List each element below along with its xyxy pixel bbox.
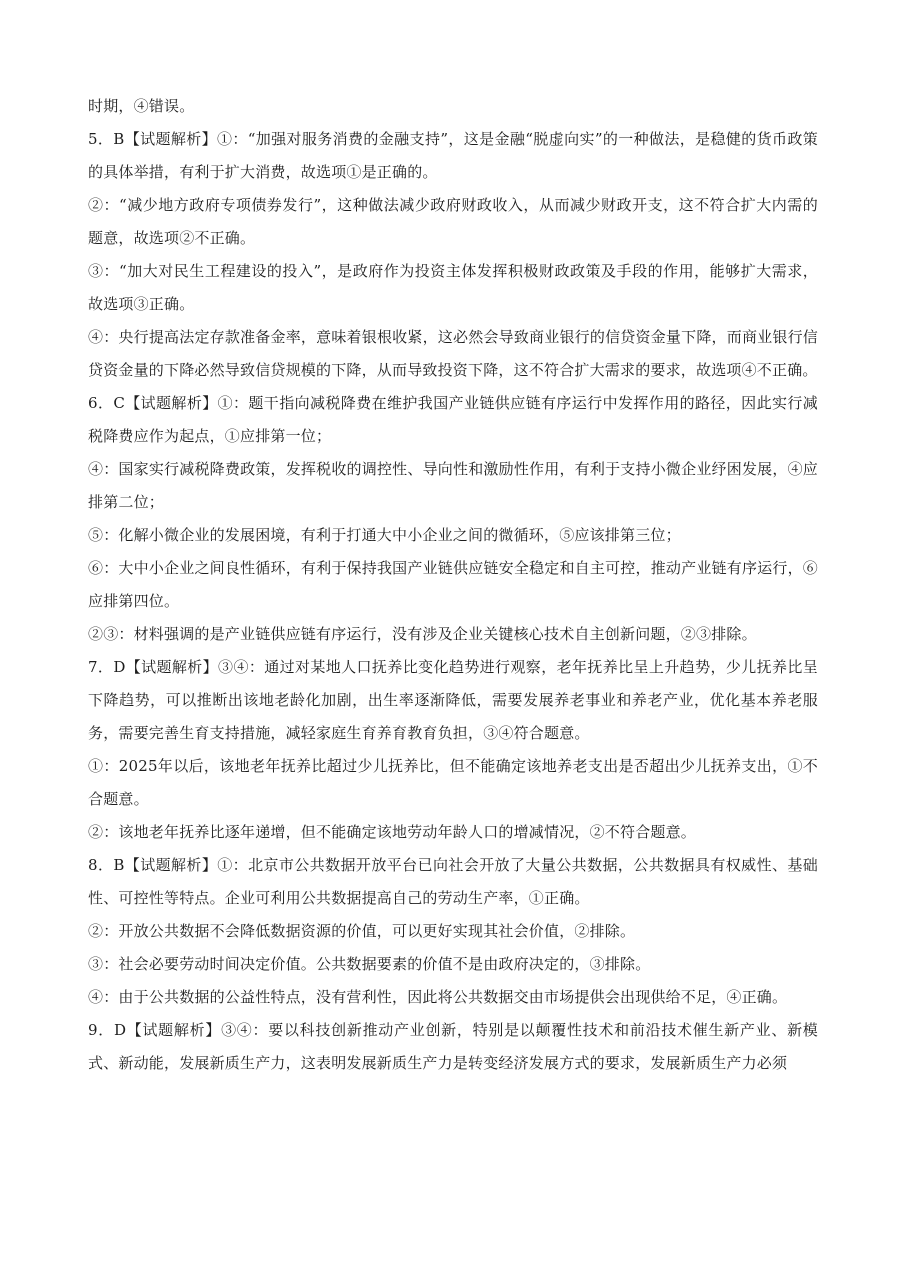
question-8-explanation: 8．B【试题解析】①：北京市公共数据开放平台已向社会开放了大量公共数据，公共数据具有权威性、基础性、可控性等特点。企业可利用公共数据提高自己的劳动生产率，①正确。 (88, 856, 818, 907)
text-paragraph: ⑥：大中小企业之间良性循环，有利于保持我国产业链供应链安全稳定和自主可控，推动产业链有序运行，⑥应排第四位。 (88, 559, 818, 610)
text-paragraph: ⑤：化解小微企业的发展困境，有利于打通大中小企业之间的微循环，⑤应该排第三位； (88, 526, 681, 544)
text-paragraph: 时期，④错误。 (88, 97, 195, 115)
text-paragraph: ①：2025年以后，该地老年抚养比超过少儿抚养比，但不能确定该地养老支出是否超出少儿抚养支出，①不合题意。 (88, 757, 818, 808)
text-paragraph: ②③：材料强调的是产业链供应链有序运行，没有涉及企业关键核心技术自主创新问题，②③排除。 (88, 625, 757, 643)
question-5-explanation: 5．B【试题解析】①：“加强对服务消费的金融支持”，这是金融“脱虚向实”的一种做法，是稳健的货币政策的具体举措，有利于扩大消费，故选项①是正确的。 (88, 130, 818, 181)
question-9-explanation: 9．D【试题解析】③④：要以科技创新推动产业创新，特别是以颠覆性技术和前沿技术催生新产业、新模式、新动能，发展新质生产力，这表明发展新质生产力是转变经济发展方式的要求，发展新质生产力必须 (88, 1021, 818, 1072)
question-7-explanation: 7．D【试题解析】③④：通过对某地人口抚养比变化趋势进行观察，老年抚养比呈上升趋势，少儿抚养比呈下降趋势，可以推断出该地老龄化加剧，出生率逐渐降低，需要发展养老事业和养老产业，优化基本养老服务，需要完善生育支持措施，减轻家庭生育养育教育负担，③④符合题意。 (88, 658, 818, 742)
text-paragraph: ②：开放公共数据不会降低数据资源的价值，可以更好实现其社会价值，②排除。 (88, 922, 636, 940)
text-paragraph: ③：“加大对民生工程建设的投入”，是政府作为投资主体发挥积极财政政策及手段的作用，能够扩大需求，故选项③正确。 (88, 262, 818, 313)
text-paragraph: ③：社会必要劳动时间决定价值。公共数据要素的价值不是由政府决定的，③排除。 (88, 955, 651, 973)
text-paragraph: ④：由于公共数据的公益性特点，没有营利性，因此将公共数据交由市场提供会出现供给不足，④正确。 (88, 988, 788, 1006)
text-paragraph: ②：该地老年抚养比逐年递增，但不能确定该地劳动年龄人口的增减情况，②不符合题意。 (88, 823, 697, 841)
question-6-explanation: 6．C【试题解析】①：题干指向减税降费在维护我国产业链供应链有序运行中发挥作用的路径，因此实行减税降费应作为起点，①应排第一位； (88, 394, 818, 445)
text-paragraph: ②：“减少地方政府专项债券发行”，这种做法减少政府财政收入，从而减少财政开支，这不符合扩大内需的题意，故选项②不正确。 (88, 196, 818, 247)
text-paragraph: ④：国家实行减税降费政策，发挥税收的调控性、导向性和激励性作用，有利于支持小微企业纾困发展，④应排第二位； (88, 460, 818, 511)
text-paragraph: ④：央行提高法定存款准备金率，意味着银根收紧，这必然会导致商业银行的信贷资金量下降，而商业银行信贷资金量的下降必然导致信贷规模的下降，从而导致投资下降，这不符合扩大需求的要求，故选项④不正确。 (88, 328, 818, 379)
answer-explanations (88, 90, 818, 1080)
